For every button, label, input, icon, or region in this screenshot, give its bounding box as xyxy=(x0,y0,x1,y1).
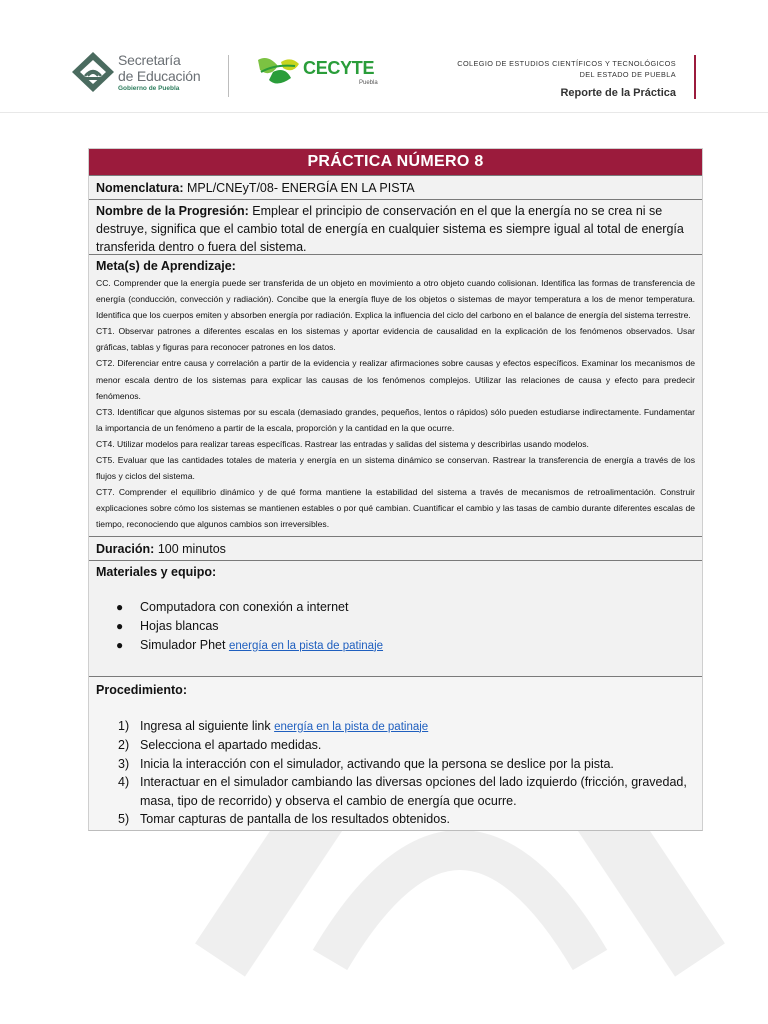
sep-logo-line1: Secretaría xyxy=(118,52,181,68)
step-text: Ingresa al siguiente link xyxy=(140,718,275,733)
procedimiento-list xyxy=(96,717,695,829)
step-number: 2) xyxy=(118,738,130,752)
step-number: 4) xyxy=(118,775,130,789)
sep-logo xyxy=(70,48,220,100)
institution-line1: COLEGIO DE ESTUDIOS CIENTÍFICOS Y TECNOLÓGICOS xyxy=(457,59,676,68)
step-number: 5) xyxy=(118,812,130,826)
duracion-value: 100 minutos xyxy=(154,541,226,556)
procedure-simulator-link[interactable]: energía en la pista de patinaje xyxy=(274,720,429,733)
metas-row xyxy=(89,254,702,536)
material-text: Computadora con conexión a internet xyxy=(140,599,349,614)
duracion-row xyxy=(89,536,702,560)
list-item xyxy=(96,598,695,617)
materiales-list xyxy=(96,598,695,656)
duracion-label: Duración: xyxy=(96,541,155,556)
step-number: 3) xyxy=(118,756,130,771)
progresion-label: Nombre de la Progresión: xyxy=(96,204,249,218)
materiales-label: Materiales y equipo: xyxy=(96,564,217,579)
step-text: Interactuar en el simulador cambiando las diversas opciones del lado izquierdo (fricción, gravedad, masa, tipo de recorrido) y observa el cambio de energía que ocurre. xyxy=(140,775,687,808)
sep-emblem-icon xyxy=(70,50,116,94)
procedimiento-row xyxy=(89,676,702,830)
institution-line2: DEL ESTADO DE PUEBLA xyxy=(579,70,676,79)
nomenclatura-value: MPL/CNEyT/08- ENERGÍA EN LA PISTA xyxy=(183,181,415,195)
meta-item-ct2: CT2. Diferenciar entre causa y correlación a partir de la evidencia y realizar afirmaciones sobre causas y efectos específicos. Examinar los mecanismos de menor escala dentro de los sistemas para explicar las causas de los fenómenos complejos. Utilizar las relaciones de causa y efecto para predecir fenómenos. xyxy=(96,358,695,401)
material-text: Hojas blancas xyxy=(140,618,219,633)
materiales-row xyxy=(89,560,702,676)
bullet-icon: ● xyxy=(116,618,124,633)
cecyte-logo-sub: Puebla xyxy=(359,80,378,86)
meta-item-ct4: CT4. Utilizar modelos para realizar tareas específicas. Rastrear las entradas y salidas del sistema y describirlas usando modelos. xyxy=(96,438,589,449)
list-item xyxy=(96,736,695,755)
nomenclatura-label: Nomenclatura: xyxy=(96,181,184,195)
list-item xyxy=(96,773,695,810)
meta-item-ct1: CT1. Observar patrones a diferentes escalas en los sistemas y aportar evidencia de causalidad en la explicación de los fenómenos observados. Usar gráficas, tablas y figuras para reconocer patrones en los datos. xyxy=(96,326,695,353)
bullet-icon: ● xyxy=(116,599,124,614)
institution-block xyxy=(457,58,676,99)
step-number: 1) xyxy=(118,718,130,733)
practice-title: PRÁCTICA NÚMERO 8 xyxy=(89,149,702,175)
report-title: Reporte de la Práctica xyxy=(560,87,676,99)
practice-card xyxy=(88,148,703,831)
header-divider-left xyxy=(228,55,229,97)
page-header xyxy=(0,0,768,120)
list-item xyxy=(96,617,695,636)
header-divider-right xyxy=(694,55,696,99)
list-item xyxy=(96,810,695,829)
list-item xyxy=(96,755,695,774)
meta-item-ct5: CT5. Evaluar que las cantidades totales de materia y energía en un sistema dinámico se conservan. Rastrear la transferencia de energía a través de los flujos y ciclos del sistema. xyxy=(96,455,695,482)
sep-logo-line2: de Educación xyxy=(118,68,201,84)
progresion-row xyxy=(89,199,702,254)
progresion-value: Emplear el principio de conservación en el que la energía no se crea ni se destruye, significa que el cambio total de energía en cualquier sistema es siempre igual al total de energía transferida dentro o fuera del sistema. xyxy=(96,204,684,254)
procedimiento-label: Procedimiento: xyxy=(96,682,187,697)
material-text: Simulador Phet xyxy=(140,637,229,652)
meta-item-cc: CC. Comprender que la energía puede ser transferida de un objeto en movimiento a otro objeto cuando colisionan. Identifica las formas de transferencia de energía (conducción, convección y radiación). Concibe que la energía fluye de los objetos o sistemas de mayor temperatura a los de menor temperatura. Identifica que los cuerpos emiten y absorben energía por radiación. Explica la influencia del ciclo del carbono en el balance de energía del sistema terrestre. xyxy=(96,278,695,321)
header-bottom-rule xyxy=(0,112,768,113)
list-item xyxy=(96,636,695,656)
cecyte-logo-word: CECYTE xyxy=(303,58,375,78)
sep-logo-line3: Gobierno de Puebla xyxy=(118,85,180,92)
step-text: Inicia la interacción con el simulador, activando que la persona se deslice por la pista. xyxy=(140,756,614,771)
list-item xyxy=(96,717,695,737)
bullet-icon: ● xyxy=(116,637,124,652)
phet-simulator-link[interactable]: energía en la pista de patinaje xyxy=(228,639,384,652)
cecyte-emblem-icon xyxy=(255,52,303,92)
meta-item-ct3: CT3. Identificar que algunos sistemas por su escala (demasiado grandes, pequeños, lentos o rápidos) sólo pueden estudiarse indirectamente. Fundamentar la importancia de un fenómeno a partir de la escala, proporción y la cantidad en la que ocurre. xyxy=(96,406,695,433)
metas-label: Meta(s) de Aprendizaje: xyxy=(96,259,236,273)
meta-item-ct7: CT7. Comprender el equilibrio dinámico y de qué forma mantiene la estabilidad del sistema a través de mecanismos de retroalimentación. Construir explicaciones sobre cómo los sistemas se mantienen estables o por qué cambian. Cuantificar el cambio y las tasas de cambio durante diferentes escalas de tiempo, reconociendo que algunos cambios son irreversibles. xyxy=(96,487,695,530)
step-text: Tomar capturas de pantalla de los resultados obtenidos. xyxy=(140,812,450,826)
cecyte-logo xyxy=(255,52,395,94)
nomenclatura-row xyxy=(89,175,702,199)
step-text: Selecciona el apartado medidas. xyxy=(140,738,322,752)
